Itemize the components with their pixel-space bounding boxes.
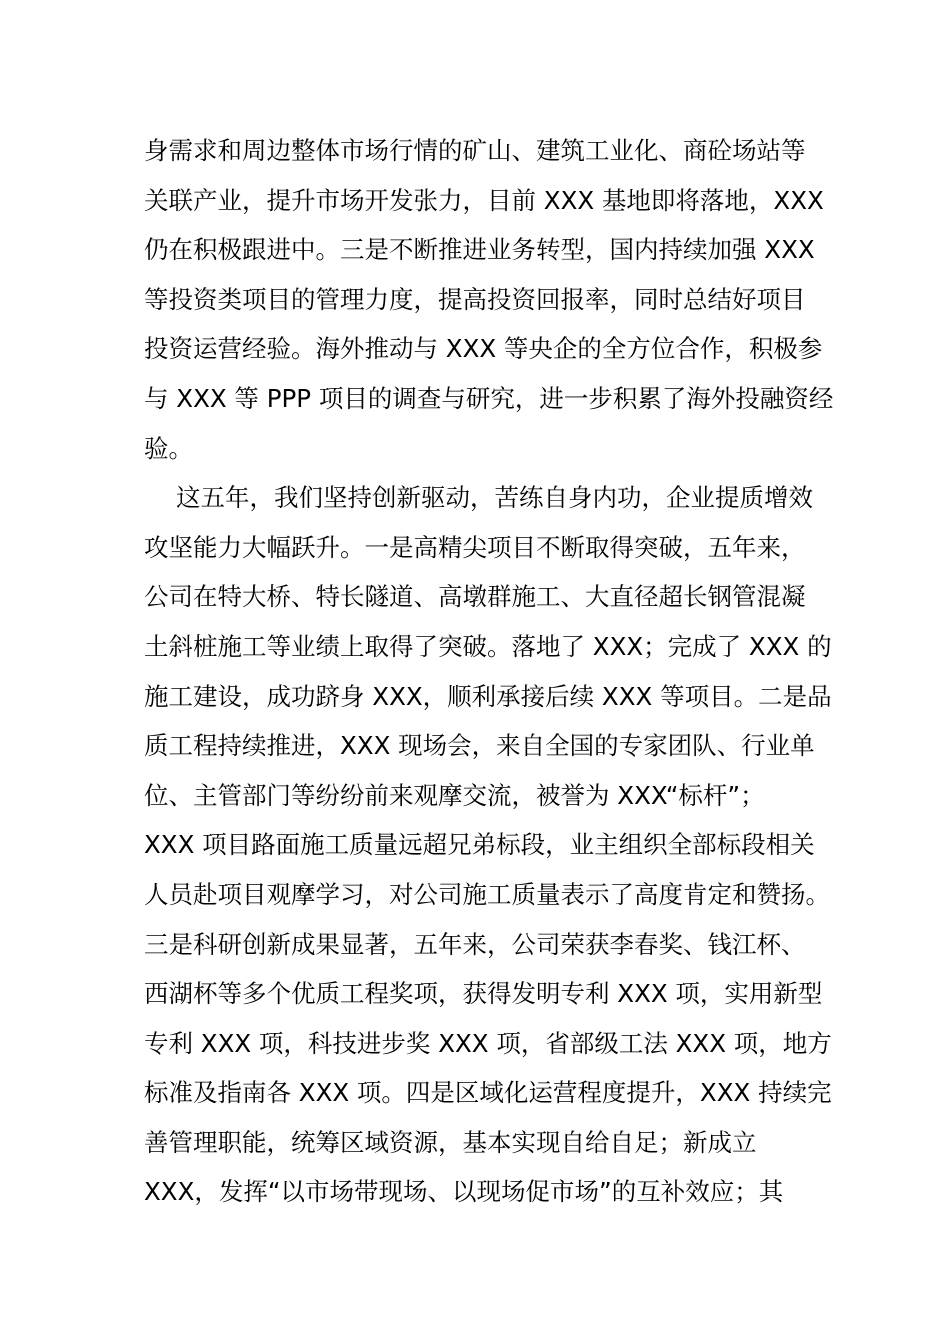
text-line: XXX，发挥“以市场带现场、以现场促市场”的互补效应；其 <box>144 1177 784 1207</box>
text-line: 身需求和周边整体市场行情的矿山、建筑工业化、商砼场站等 <box>144 136 806 165</box>
text-line: 与 XXX 等 PPP 项目的调查与研究，进一步积累了海外投融资经 <box>144 383 834 413</box>
text-line: 关联产业，提升市场开发张力，目前 XXX 基地即将落地，XXX <box>144 185 824 215</box>
text-line: 等投资类项目的管理力度，提高投资回报率，同时总结好项目 <box>144 284 806 314</box>
text-line: 公司在特大桥、特长隧道、高墩群施工、大直径超长钢管混凝 <box>144 582 806 612</box>
text-line: 施工建设，成功跻身 XXX，顺利承接后续 XXX 等项目。二是品 <box>144 681 832 711</box>
text-line: 西湖杯等多个优质工程奖项，获得发明专利 XXX 项，实用新型 <box>144 979 823 1009</box>
text-line: 专利 XXX 项，科技进步奖 XXX 项，省部级工法 XXX 项，地方 <box>144 1028 832 1058</box>
text-line: 人员赴项目观摩学习，对公司施工质量表示了高度肯定和赞扬。 <box>144 879 830 909</box>
text-line: 仍在积极跟进中。三是不断推进业务转型，国内持续加强 XXX <box>144 235 815 265</box>
text-line: 三是科研创新成果显著，五年来，公司荣获李春奖、钱江杯、 <box>144 929 806 959</box>
text-line: 投资运营经验。海外推动与 XXX 等央企的全方位合作，积极参 <box>144 334 823 364</box>
body-text <box>144 126 834 1217</box>
text-line: 位、主管部门等纷纷前来观摩交流，被誉为 XXX“标杆”； <box>144 780 765 810</box>
text-line: 验。 <box>144 433 193 463</box>
paragraph-first-line: 这五年，我们坚持创新驱动，苦练自身内功，企业提质增效 <box>176 483 813 513</box>
text-line: 土斜桩施工等业绩上取得了突破。落地了 XXX；完成了 XXX 的 <box>144 631 832 661</box>
text-line: 标准及指南各 XXX 项。四是区域化运营程度提升，XXX 持续完 <box>144 1078 832 1108</box>
text-line: XXX 项目路面施工质量远超兄弟标段，业主组织全部标段相关 <box>144 830 815 860</box>
text-line: 攻坚能力大幅跃升。一是高精尖项目不断取得突破，五年来， <box>144 532 806 562</box>
text-line: 质工程持续推进，XXX 现场会，来自全国的专家团队、行业单 <box>144 731 815 761</box>
text-line: 善管理职能，统筹区域资源，基本实现自给自足；新成立 <box>144 1127 757 1157</box>
